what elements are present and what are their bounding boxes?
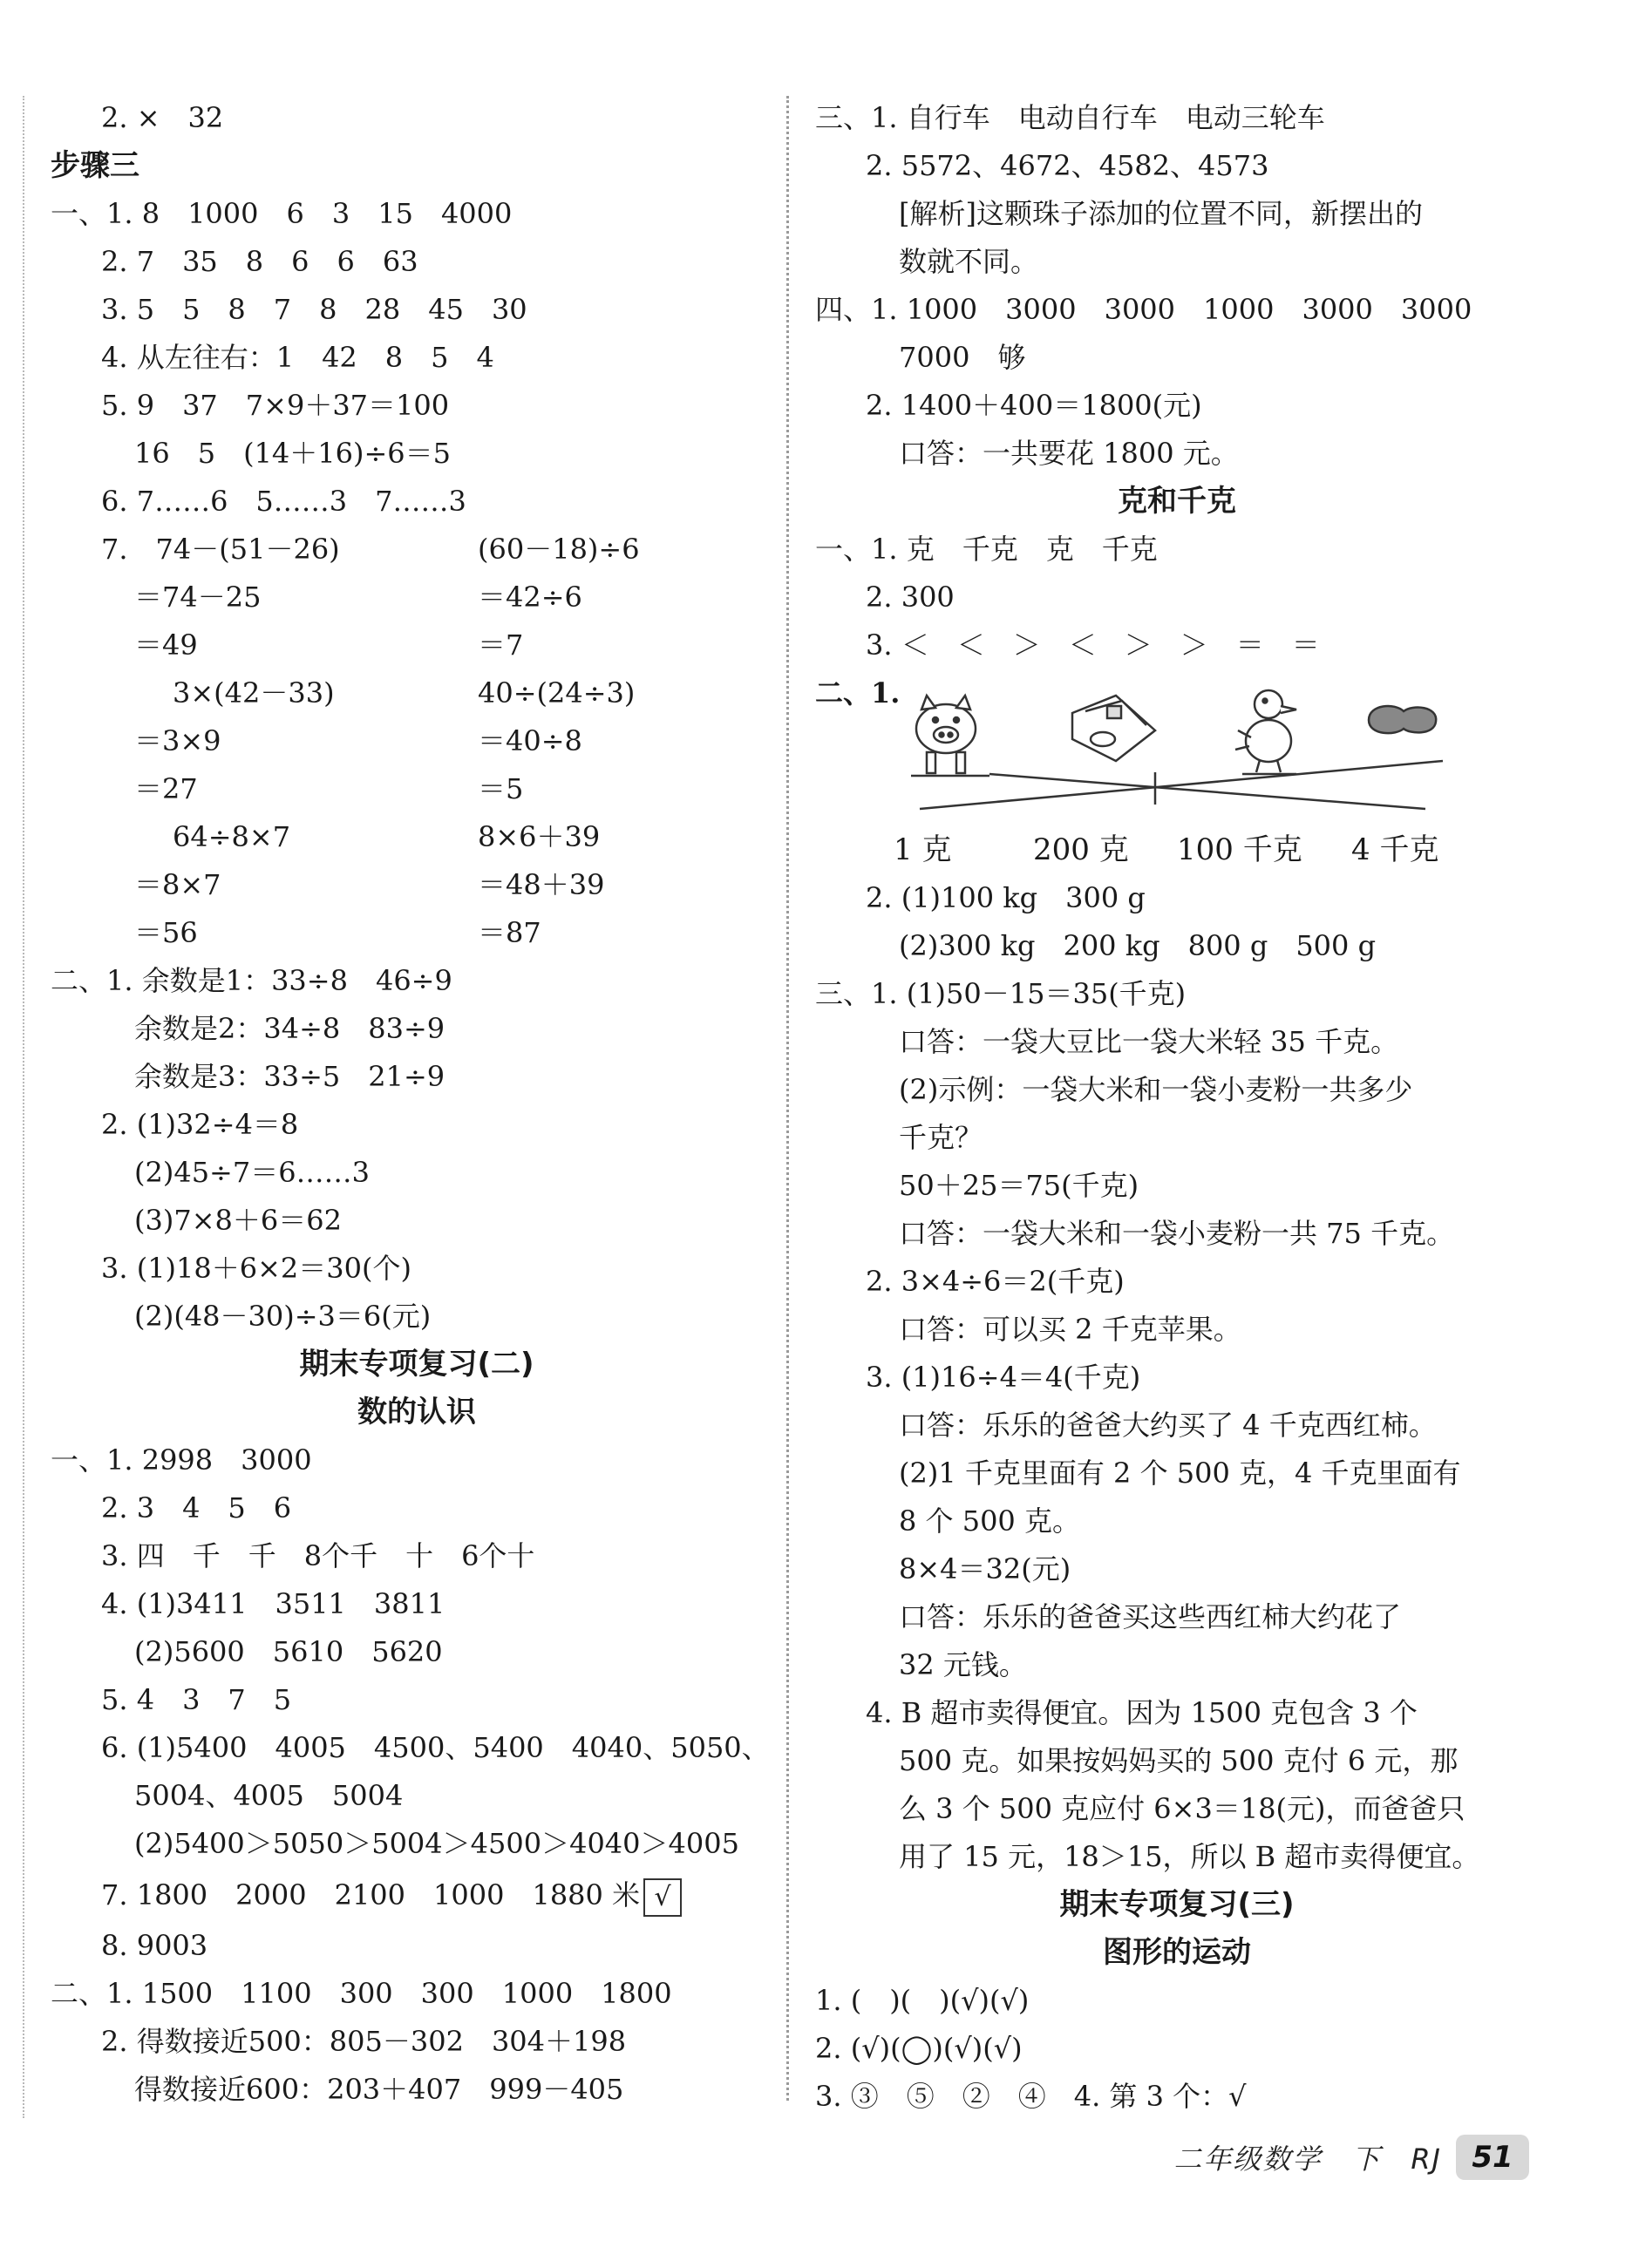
answer-line	[51, 478, 783, 526]
answer-line	[815, 334, 1539, 382]
answer-text: 二、1. 1500 1100 300 300 1000 1800	[51, 1977, 672, 2010]
answer-text: 2. (1)32÷4＝8	[101, 1108, 299, 1141]
answer-line	[815, 1258, 1539, 1306]
scale-labels	[815, 826, 1539, 874]
margin-dotted-line	[23, 96, 24, 2118]
duck-icon	[1235, 690, 1296, 774]
answer-text: 2. 300	[866, 581, 955, 614]
answer-text: 50＋25＝75(千克)	[899, 1169, 1139, 1202]
answer-text: 口答：可以买 2 千克苹果。	[899, 1313, 1241, 1346]
answer-line	[51, 286, 783, 334]
right-bottom-block	[815, 874, 1539, 2121]
answer-line	[51, 957, 783, 1005]
answer-text: 2. 1400＋400＝1800(元)	[866, 389, 1202, 422]
answer-text: 6. (1)5400 4005 4500、5400 4040、5050、	[101, 1731, 770, 1764]
book-title: 二年级数学 下 RJ	[1173, 2142, 1442, 2176]
answer-line	[51, 621, 783, 669]
answer-text: 口答：一袋大豆比一袋大米轻 35 千克。	[899, 1025, 1399, 1058]
scale-figure	[894, 669, 1504, 826]
answer-line	[815, 94, 1539, 142]
answer-text: 3×(42－33)	[173, 676, 335, 710]
answer-line	[51, 1293, 783, 1341]
answer-line	[815, 526, 1539, 574]
answer-line	[815, 1833, 1539, 1881]
answer-text: 3. ③ ⑤ ② ④ 4. 第 3 个：√	[815, 2080, 1247, 2113]
answer-text-col2: ＝7	[478, 628, 524, 662]
answer-text: 32 元钱。	[899, 1648, 1027, 1681]
answer-text-col2: ＝40÷8	[478, 724, 582, 757]
answer-line	[815, 1497, 1539, 1545]
check-box: √	[643, 1878, 682, 1917]
answer-text: 5004、4005 5004	[134, 1779, 404, 1812]
answer-line	[51, 1484, 783, 1532]
answer-text: 2. (√)(◯)(√)(√)	[815, 2032, 1023, 2065]
answer-text: (2)示例：一袋大米和一袋小麦粉一共多少	[899, 1073, 1413, 1106]
answer-text: 8×4＝32(元)	[899, 1552, 1071, 1586]
scale-illustration	[815, 669, 1539, 826]
answer-text: 7000 够	[899, 341, 1026, 374]
answer-line	[815, 1689, 1539, 1737]
answer-line	[51, 430, 783, 478]
answer-line	[51, 190, 783, 238]
answer-text: (2)(48－30)÷3＝6(元)	[134, 1300, 432, 1333]
answer-text: 5. 4 3 7 5	[101, 1683, 292, 1716]
answer-line	[815, 1354, 1539, 1402]
answer-line	[815, 1593, 1539, 1641]
answer-text: 步骤三	[51, 148, 139, 183]
answer-line	[51, 382, 783, 430]
answer-line	[815, 142, 1539, 190]
answer-text: 口答：一共要花 1800 元。	[899, 437, 1239, 470]
answer-text: 得数接近600：203＋407 999－405	[134, 2073, 624, 2106]
answer-line	[51, 717, 783, 765]
answer-line	[51, 1149, 783, 1197]
answer-text: 8. 9003	[101, 1929, 208, 1962]
answer-line	[51, 1628, 783, 1676]
answer-text: 2. 5572、4672、4582、4573	[866, 149, 1269, 182]
answer-text: 口答：乐乐的爸爸大约买了 4 千克西红柿。	[899, 1409, 1437, 1442]
answer-text: 3. 四 千 千 8个千 十 6个十	[101, 1539, 535, 1572]
answer-text: (2)5400＞5050＞5004＞4500＞4040＞4005	[134, 1827, 739, 1860]
answer-line	[51, 238, 783, 286]
answer-text: 3. (1)18＋6×2＝30(个)	[101, 1252, 411, 1285]
answer-text: 8 个 500 克。	[899, 1504, 1080, 1538]
answer-text: 么 3 个 500 克应付 6×3＝18(元)，而爸爸只	[899, 1792, 1465, 1825]
answer-text: 3. (1)16÷4＝4(千克)	[866, 1361, 1141, 1394]
step-heading	[51, 142, 783, 190]
answer-text: 三、1. 自行车 电动自行车 电动三轮车	[815, 101, 1325, 134]
answer-line	[51, 334, 783, 382]
answer-text: 四、1. 1000 3000 3000 1000 3000 3000	[815, 293, 1472, 326]
answer-line	[815, 574, 1539, 621]
answer-text: 用了 15 元，18＞15，所以 B 超市卖得便宜。	[899, 1840, 1480, 1873]
answer-text: 一、1. 克 千克 克 千克	[815, 533, 1158, 566]
answer-text: 2. 3×4÷6＝2(千克)	[866, 1265, 1125, 1298]
section-heading	[51, 1341, 783, 1389]
section-heading	[51, 1389, 783, 1436]
answer-line	[815, 1210, 1539, 1258]
answer-text: 6. 7……6 5……3 7……3	[101, 485, 466, 518]
answer-text: 4. B 超市卖得便宜。因为 1500 克包含 3 个	[866, 1696, 1418, 1729]
answer-text: 5. 9 37 7×9＋37＝100	[101, 389, 450, 422]
answer-line	[51, 1676, 783, 1724]
rice-bag-icon	[1072, 696, 1155, 761]
scale-item-label: 二、1.	[815, 676, 901, 710]
balance-lines	[920, 761, 1443, 809]
answer-text: 7. 1800 2000 2100 1000 1880 米	[101, 1878, 641, 1912]
answer-text: 余数是3：33÷5 21÷9	[134, 1060, 445, 1093]
answer-line	[51, 765, 783, 813]
answer-text: 三、1. (1)50－15＝35(千克)	[815, 977, 1187, 1010]
answer-text: 数就不同。	[899, 245, 1039, 278]
answer-text-col2: ＝87	[478, 916, 541, 949]
section-heading	[815, 1881, 1539, 1929]
answer-text: ＝27	[134, 772, 198, 805]
answer-line	[815, 238, 1539, 286]
answer-line	[815, 190, 1539, 238]
answer-text: 4. 从左往右：1 42 8 5 4	[101, 341, 494, 374]
answer-text: 1. ( )( )(√)(√)	[815, 1984, 1030, 2017]
answer-line	[815, 1306, 1539, 1354]
answer-line	[815, 1450, 1539, 1497]
answer-line	[815, 1018, 1539, 1066]
answer-line	[815, 1641, 1539, 1689]
answer-line	[51, 813, 783, 861]
answer-text: ＝56	[134, 916, 198, 949]
answer-text-col2: 8×6＋39	[478, 820, 601, 853]
answer-text: 期末专项复习(三)	[1059, 1887, 1295, 1922]
answer-line	[815, 970, 1539, 1018]
answer-line	[51, 2018, 783, 2066]
answer-text: 数的认识	[357, 1395, 476, 1429]
answer-text-col2: (60－18)÷6	[478, 533, 640, 566]
answer-line	[51, 1580, 783, 1628]
right-column	[815, 94, 1539, 2121]
section-heading	[815, 478, 1539, 526]
answer-text: (3)7×8＋6＝62	[134, 1204, 342, 1237]
answer-text: 4. (1)3411 3511 3811	[101, 1587, 445, 1620]
answer-text: 2. 7 35 8 6 6 63	[101, 245, 418, 278]
answer-line	[815, 2025, 1539, 2073]
answer-line	[815, 874, 1539, 922]
answer-text: 2. 3 4 5 6	[101, 1491, 292, 1524]
answer-text: (2)1 千克里面有 2 个 500 克，4 千克里面有	[899, 1457, 1461, 1490]
answer-line	[51, 1922, 783, 1970]
answer-text: (2)45÷7＝6……3	[134, 1156, 370, 1189]
answer-line	[51, 1532, 783, 1580]
answer-line	[815, 1402, 1539, 1450]
answer-text: (2)300 kg 200 kg 800 g 500 g	[899, 929, 1377, 962]
answer-text: 口答：一袋大米和一袋小麦粉一共 75 千克。	[899, 1217, 1455, 1250]
answer-text: 图形的运动	[1103, 1935, 1251, 1970]
answer-line	[815, 1114, 1539, 1162]
section-heading	[815, 1929, 1539, 1977]
answer-text: ＝3×9	[134, 724, 221, 757]
answer-line	[815, 1785, 1539, 1833]
answer-line	[815, 1545, 1539, 1593]
answer-line	[51, 1820, 783, 1868]
answer-text: 500 克。如果按妈妈买的 500 克付 6 元，那	[899, 1744, 1459, 1777]
answer-text: 2. (1)100 kg 300 g	[866, 881, 1146, 914]
answer-line	[51, 94, 783, 142]
scale-label: 100 千克	[1177, 832, 1302, 867]
answer-text-col2: ＝48＋39	[478, 868, 605, 901]
answer-text: 64÷8×7	[173, 820, 291, 853]
right-top-block	[815, 94, 1539, 669]
answer-line	[815, 1977, 1539, 2025]
answer-line	[51, 1101, 783, 1149]
page-footer	[1173, 2131, 1529, 2183]
answer-text: 期末专项复习(二)	[299, 1347, 534, 1382]
answer-line	[51, 1005, 783, 1053]
pig-icon	[911, 696, 989, 776]
answer-text: ＝49	[134, 628, 198, 662]
answer-text: ＝8×7	[134, 868, 221, 901]
answer-line	[51, 861, 783, 909]
answer-text: 一、1. 2998 3000	[51, 1443, 312, 1477]
answer-line	[51, 2066, 783, 2114]
answer-line	[815, 286, 1539, 334]
scale-label: 4 千克	[1351, 832, 1439, 867]
answer-text: 口答：乐乐的爸爸买这些西红柿大约花了	[899, 1600, 1402, 1633]
scale-label: 200 克	[1033, 832, 1129, 867]
answer-text: 2. 得数接近500：805－302 304＋198	[101, 2025, 627, 2058]
answer-line	[815, 922, 1539, 970]
answer-text-col2: ＝5	[478, 772, 524, 805]
answer-text: 一、1. 8 1000 6 3 15 4000	[51, 197, 513, 230]
answer-line	[815, 621, 1539, 669]
answer-text: 千克？	[899, 1121, 983, 1154]
answer-line	[51, 1245, 783, 1293]
peanut-icon	[1369, 706, 1436, 733]
answer-line	[51, 1868, 783, 1922]
answer-line	[815, 382, 1539, 430]
scale-label: 1 克	[894, 832, 952, 867]
answer-text: 3. 5 5 8 7 8 28 45 30	[101, 293, 527, 326]
answer-line	[51, 1436, 783, 1484]
answer-line	[815, 1066, 1539, 1114]
answer-text: 2. × 32	[101, 101, 224, 134]
answer-line	[815, 430, 1539, 478]
answer-text: 克和千克	[1118, 484, 1236, 519]
answer-line	[51, 1970, 783, 2018]
column-divider	[786, 96, 789, 2101]
page-number: 51	[1456, 2135, 1529, 2180]
answer-text: 7. 74－(51－26)	[101, 533, 340, 566]
answer-line	[51, 1724, 783, 1772]
answer-text: ＝74－25	[134, 581, 262, 614]
answer-text: 3. ＜ ＜ ＞ ＜ ＞ ＞ ＝ ＝	[866, 628, 1320, 662]
answer-text: 余数是2：34÷8 83÷9	[134, 1012, 445, 1045]
left-column	[51, 94, 783, 2114]
answer-line	[51, 1053, 783, 1101]
answer-line	[51, 1772, 783, 1820]
answer-line	[51, 909, 783, 957]
answer-text: 二、1. 余数是1：33÷8 46÷9	[51, 964, 452, 997]
answer-line	[815, 1737, 1539, 1785]
answer-line	[51, 669, 783, 717]
answer-text-col2: ＝42÷6	[478, 581, 582, 614]
answer-text: 16 5 (14＋16)÷6＝5	[134, 437, 452, 470]
answer-line	[815, 2073, 1539, 2121]
answer-line	[51, 1197, 783, 1245]
answer-text-col2: 40÷(24÷3)	[478, 676, 636, 710]
answer-text: [解析]这颗珠子添加的位置不同，新摆出的	[899, 197, 1423, 230]
answer-line	[51, 526, 783, 574]
answer-line	[51, 574, 783, 621]
answer-text: (2)5600 5610 5620	[134, 1635, 443, 1668]
answer-line	[815, 1162, 1539, 1210]
